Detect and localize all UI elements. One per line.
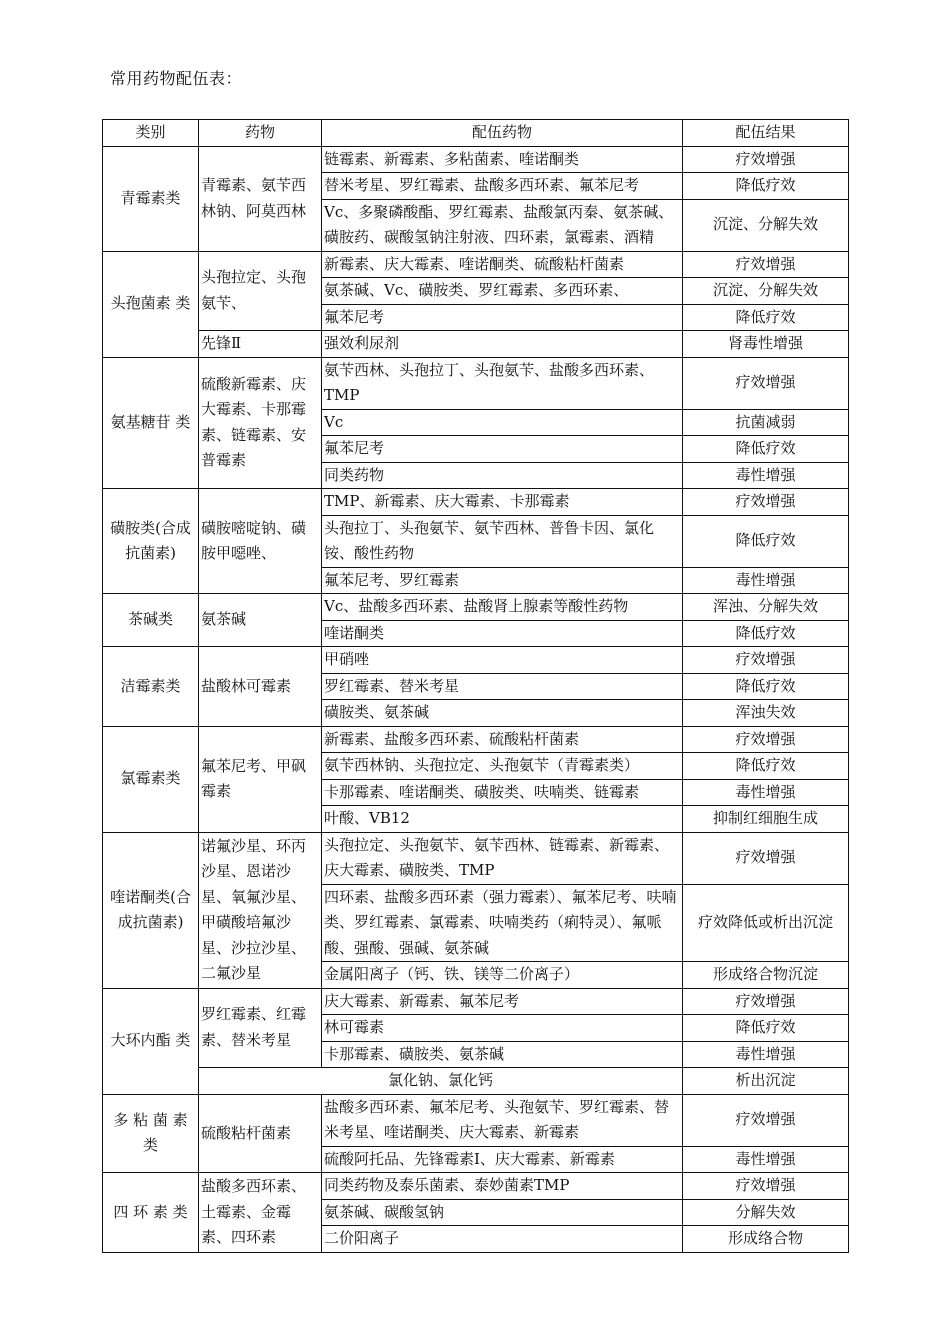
combination-cell: 林可霉素 (322, 1015, 683, 1042)
combination-cell: 新霉素、庆大霉素、喹诺酮类、硫酸粘杆菌素 (322, 251, 683, 278)
result-cell: 降低疗效 (683, 673, 849, 700)
combination-cell: 磺胺类、氨茶碱 (322, 700, 683, 727)
combination-cell: 四环素、盐酸多西环素（强力霉素）、氟苯尼考、呋喃类、罗红霉素、氯霉素、呋喃类药（痢特灵）、氟哌酸、强酸、强碱、氨茶碱 (322, 884, 683, 962)
result-cell: 降低疗效 (683, 436, 849, 463)
result-cell: 析出沉淀 (683, 1068, 849, 1095)
category-cell: 多 粘 菌 素 类 (103, 1094, 199, 1173)
combination-cell: Vc、盐酸多西环素、盐酸肾上腺素等酸性药物 (322, 594, 683, 621)
combination-cell: 氟苯尼考 (322, 304, 683, 331)
combination-cell: Vc (322, 409, 683, 436)
result-cell: 疗效增强 (683, 489, 849, 516)
table-row (103, 251, 849, 278)
result-cell: 降低疗效 (683, 304, 849, 331)
combination-cell: 氨茶碱、Vc、磺胺类、罗红霉素、多西环素、 (322, 278, 683, 305)
header-category: 类别 (103, 120, 199, 147)
result-cell: 疗效增强 (683, 647, 849, 674)
result-cell: 毒性增强 (683, 1041, 849, 1068)
result-cell: 降低疗效 (683, 1015, 849, 1042)
drug-cell: 盐酸多西环素、土霉素、金霉素、四环素 (199, 1173, 322, 1253)
combination-cell: 盐酸多西环素、氟苯尼考、头孢氨苄、罗红霉素、替米考星、喹诺酮类、庆大霉素、新霉素 (322, 1094, 683, 1146)
combination-cell: 同类药物 (322, 462, 683, 489)
result-cell: 疗效增强 (683, 726, 849, 753)
combination-cell: 卡那霉素、喹诺酮类、磺胺类、呋喃类、链霉素 (322, 779, 683, 806)
category-cell: 喹诺酮类(合成抗菌素) (103, 832, 199, 988)
combination-cell: 甲硝唑 (322, 647, 683, 674)
result-cell: 沉淀、分解失效 (683, 278, 849, 305)
table-row (103, 357, 849, 409)
result-cell: 抗菌减弱 (683, 409, 849, 436)
drug-cell: 氟苯尼考、甲砜霉素 (199, 726, 322, 832)
drug-compatibility-table (102, 119, 849, 1253)
result-cell: 疗效增强 (683, 251, 849, 278)
table-row (103, 1173, 849, 1200)
combination-cell: 头孢拉定、头孢氨苄、氨苄西林、链霉素、新霉素、庆大霉素、磺胺类、TMP (322, 832, 683, 884)
category-cell: 磺胺类(合成抗菌素) (103, 489, 199, 594)
table-row (103, 988, 849, 1015)
result-cell: 降低疗效 (683, 620, 849, 647)
combination-cell: 强效利尿剂 (322, 331, 683, 358)
result-cell: 毒性增强 (683, 567, 849, 594)
result-cell: 毒性增强 (683, 779, 849, 806)
combination-cell: 氯化钠、氯化钙 (199, 1068, 683, 1095)
result-cell: 降低疗效 (683, 515, 849, 567)
result-cell: 形成络合物 (683, 1226, 849, 1253)
drug-cell: 诺氟沙星、环丙沙星、恩诺沙星、氧氟沙星、甲磺酸培氟沙星、沙拉沙星、二氟沙星 (199, 832, 322, 988)
combination-cell: 喹诺酮类 (322, 620, 683, 647)
drug-cell: 先锋Ⅱ (199, 331, 322, 358)
combination-cell: 替米考星、罗红霉素、盐酸多西环素、氟苯尼考 (322, 173, 683, 200)
header-result: 配伍结果 (683, 120, 849, 147)
result-cell: 抑制红细胞生成 (683, 806, 849, 833)
category-cell: 大环内酯 类 (103, 988, 199, 1094)
table-row (103, 832, 849, 884)
combination-cell: 同类药物及泰乐菌素、泰妙菌素TMP (322, 1173, 683, 1200)
category-cell: 头孢菌素 类 (103, 251, 199, 357)
table-row (103, 1094, 849, 1146)
combination-cell: 硫酸阿托品、先锋霉素Ⅰ、庆大霉素、新霉素 (322, 1146, 683, 1173)
table-row (103, 594, 849, 621)
combination-cell: 头孢拉丁、头孢氨苄、氨苄西林、普鲁卡因、氯化铵、酸性药物 (322, 515, 683, 567)
drug-cell: 硫酸新霉素、庆大霉素、卡那霉素、链霉素、安普霉素 (199, 357, 322, 489)
combination-cell: 卡那霉素、磺胺类、氨茶碱 (322, 1041, 683, 1068)
table-row (103, 726, 849, 753)
combination-cell: 氟苯尼考、罗红霉素 (322, 567, 683, 594)
result-cell: 分解失效 (683, 1199, 849, 1226)
result-cell: 沉淀、分解失效 (683, 199, 849, 251)
header-combination: 配伍药物 (322, 120, 683, 147)
category-cell: 氨基糖苷 类 (103, 357, 199, 489)
result-cell: 浑浊、分解失效 (683, 594, 849, 621)
header-drug: 药物 (199, 120, 322, 147)
result-cell: 降低疗效 (683, 173, 849, 200)
drug-cell: 青霉素、氨苄西林钠、阿莫西林 (199, 146, 322, 251)
category-cell: 茶碱类 (103, 594, 199, 647)
combination-cell: 叶酸、VB12 (322, 806, 683, 833)
result-cell: 毒性增强 (683, 462, 849, 489)
result-cell: 疗效增强 (683, 146, 849, 173)
combination-cell: 庆大霉素、新霉素、氟苯尼考 (322, 988, 683, 1015)
combination-cell: 氨茶碱、碳酸氢钠 (322, 1199, 683, 1226)
drug-cell: 氨茶碱 (199, 594, 322, 647)
combination-cell: 链霉素、新霉素、多粘菌素、喹诺酮类 (322, 146, 683, 173)
combination-cell: 新霉素、盐酸多西环素、硫酸粘杆菌素 (322, 726, 683, 753)
category-cell: 氯霉素类 (103, 726, 199, 832)
drug-cell: 硫酸粘杆菌素 (199, 1094, 322, 1173)
category-cell: 青霉素类 (103, 146, 199, 251)
result-cell: 浑浊失效 (683, 700, 849, 727)
page-title: 常用药物配伍表： (110, 69, 243, 88)
result-cell: 疗效增强 (683, 1094, 849, 1146)
drug-cell: 头孢拉定、头孢氨苄、 (199, 251, 322, 331)
result-cell: 疗效增强 (683, 357, 849, 409)
combination-cell: TMP、新霉素、庆大霉素、卡那霉素 (322, 489, 683, 516)
result-cell: 疗效增强 (683, 988, 849, 1015)
table-header-row (103, 120, 849, 147)
category-cell: 四 环 素 类 (103, 1173, 199, 1253)
combination-cell: 金属阳离子（钙、铁、镁等二价离子） (322, 962, 683, 989)
table-row (103, 1068, 849, 1095)
table-row (103, 146, 849, 173)
combination-cell: 罗红霉素、替米考星 (322, 673, 683, 700)
result-cell: 降低疗效 (683, 753, 849, 780)
category-cell: 洁霉素类 (103, 647, 199, 727)
combination-cell: Vc、多聚磷酸酯、罗红霉素、盐酸氯丙秦、氨茶碱、磺胺药、碳酸氢钠注射液、四环素，氯霉素、酒精 (322, 199, 683, 251)
combination-cell: 氟苯尼考 (322, 436, 683, 463)
drug-cell: 罗红霉素、红霉素、替米考星 (199, 988, 322, 1068)
result-cell: 疗效增强 (683, 1173, 849, 1200)
drug-cell: 磺胺嘧啶钠、磺胺甲噁唑、 (199, 489, 322, 594)
drug-cell: 盐酸林可霉素 (199, 647, 322, 727)
table-row (103, 489, 849, 516)
combination-cell: 二价阳离子 (322, 1226, 683, 1253)
table-row (103, 647, 849, 674)
table-row (103, 331, 849, 358)
combination-cell: 氨苄西林钠、头孢拉定、头孢氨苄（青霉素类） (322, 753, 683, 780)
result-cell: 肾毒性增强 (683, 331, 849, 358)
result-cell: 形成络合物沉淀 (683, 962, 849, 989)
result-cell: 毒性增强 (683, 1146, 849, 1173)
result-cell: 疗效增强 (683, 832, 849, 884)
combination-cell: 氨苄西林、头孢拉丁、头孢氨苄、盐酸多西环素、TMP (322, 357, 683, 409)
result-cell: 疗效降低或析出沉淀 (683, 884, 849, 962)
